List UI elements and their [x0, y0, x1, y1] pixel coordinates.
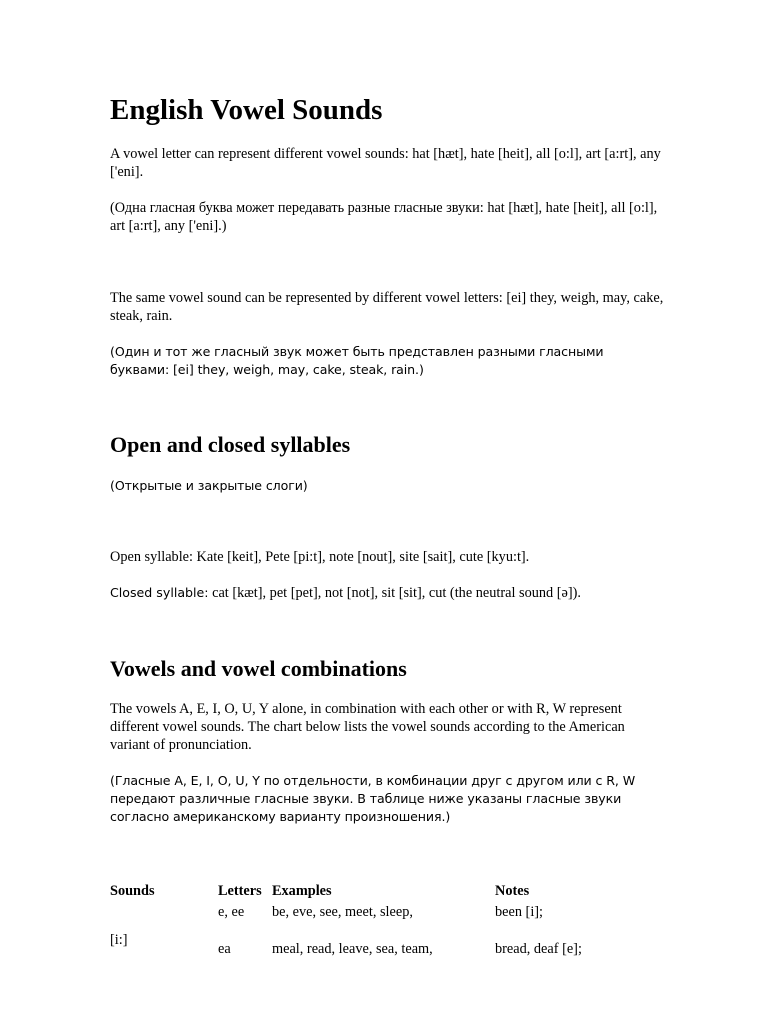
open-syllable-text: Open syllable: Kate [keit], Pete [pi:t], note [nout], site [sait], cute [kyu:t]. [110, 549, 530, 565]
vowels-russian: (Гласные A, E, I, O, U, Y по отдельности, в комбинации друг с другом или с R, W передают различные гласные звуки. В таблице ниже указаны гласные звуки согласно американскому варианту произношения.) [110, 773, 636, 824]
header-sounds: Sounds [110, 883, 155, 899]
intro-english: A vowel letter can represent different vowel sounds: hat [hæt], hate [heit], all [o:l], art [a:rt], any ['eni]. [110, 146, 661, 180]
row1-examples: be, eve, see, meet, sleep, [272, 904, 413, 920]
heading-open-closed: Open and closed syllables [110, 432, 351, 457]
header-examples: Examples [272, 883, 332, 899]
header-notes: Notes [495, 883, 530, 899]
row-sound: [i:] [110, 932, 128, 948]
row1-letters: e, ee [218, 904, 245, 920]
row2-notes: bread, deaf [e]; [495, 941, 582, 957]
closed-syllable-text [110, 584, 670, 602]
heading-vowels: Vowels and vowel combinations [110, 656, 407, 681]
header-letters: Letters [218, 883, 262, 899]
same-sound-english: The same vowel sound can be represented by different vowel letters: [ei] they, weigh, may, cake, steak, rain. [110, 290, 664, 324]
vowels-english: The vowels A, E, I, O, U, Y alone, in combination with each other or with R, W represent different vowel sounds. The chart below lists the vowel sounds according to the American variant of pronunciation. [110, 701, 625, 753]
page-title: English Vowel Sounds [110, 94, 383, 126]
same-sound-russian: (Один и тот же гласный звук может быть представлен разными гласными буквами: [ei] they, weigh, may, cake, steak, rain.) [110, 344, 604, 377]
row2-examples: meal, read, leave, sea, team, [272, 941, 433, 957]
closed-syllable-label: Closed syllable: [110, 585, 209, 600]
closed-syllable-examples: cat [kæt], pet [pet], not [not], sit [sit], cut (the neutral sound [ə]). [212, 585, 581, 601]
intro-russian: (Одна гласная буква может передавать разные гласные звуки: hat [hæt], hate [heit], all [o:l], art [a:rt], any ['eni].) [110, 200, 658, 234]
open-closed-russian: (Открытые и закрытые слоги) [110, 478, 308, 493]
row2-letters: ea [218, 941, 231, 957]
row1-notes: been [i]; [495, 904, 544, 920]
